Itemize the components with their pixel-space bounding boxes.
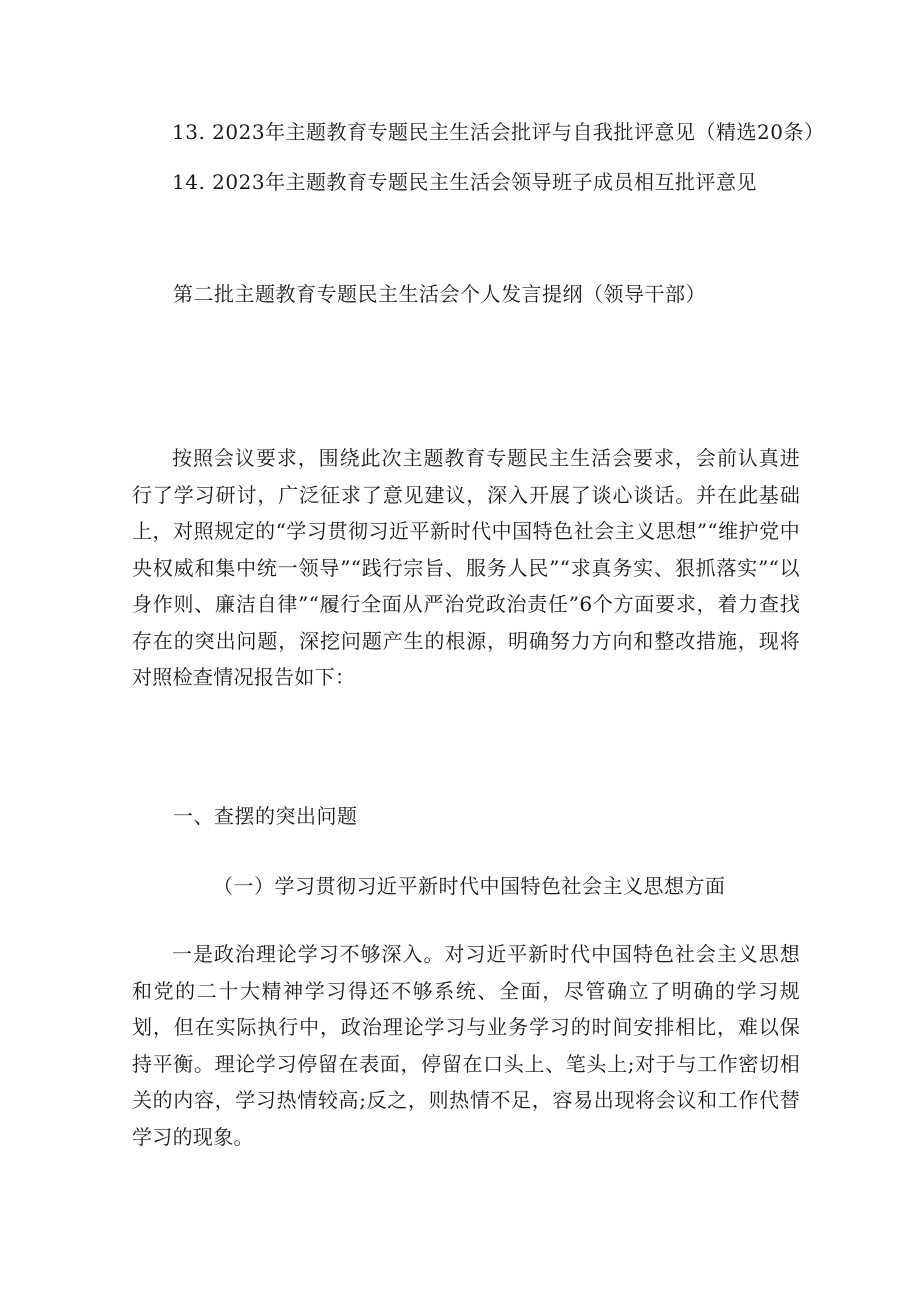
intro-paragraph: 按照会议要求，围绕此次主题教育专题民主生活会要求，会前认真进行了学习研讨，广泛征求了意见建议，深入开展了谈心谈话。并在此基础上，对照规定的“学习贯彻习近平新时代中国特色社会主义思想”“维护党中央权威和集中统一领导”“践行宗旨、服务人民”“求真务实、狠抓落实”“以身作则、廉洁自律”“履行全面从严治党政治责任”6个方面要求，着力查找存在的突出问题，深挖问题产生的根源，明确努力方向和整改措施，现将对照检查情况报告如下： bbox=[132, 446, 800, 689]
body-paragraph-1: 一是政治理论学习不够深入。对习近平新时代中国特色社会主义思想和党的二十大精神学习得还不够系统、全面，尽管确立了明确的学习规划，但在实际执行中，政治理论学习与业务学习的时间安排相比，难以保持平衡。理论学习停留在表面，停留在口头上、笔头上;对于与工作密切相关的内容，学习热情较高;反之，则热情不足，容易出现将会议和工作代替学习的现象。 bbox=[132, 942, 800, 1149]
toc-item-14: 14. 2023年主题教育专题民主生活会领导班子成员相互批评意见 bbox=[172, 170, 758, 194]
toc-item-13: 13. 2023年主题教育专题民主生活会批评与自我批评意见（精选20条） bbox=[172, 120, 825, 144]
subsection-heading-1: （一）学习贯彻习近平新时代中国特色社会主义思想方面 bbox=[213, 874, 726, 898]
section-heading-1: 一、查摆的突出问题 bbox=[173, 804, 358, 828]
document-title: 第二批主题教育专题民主生活会个人发言提纲（领导干部） bbox=[173, 282, 706, 306]
